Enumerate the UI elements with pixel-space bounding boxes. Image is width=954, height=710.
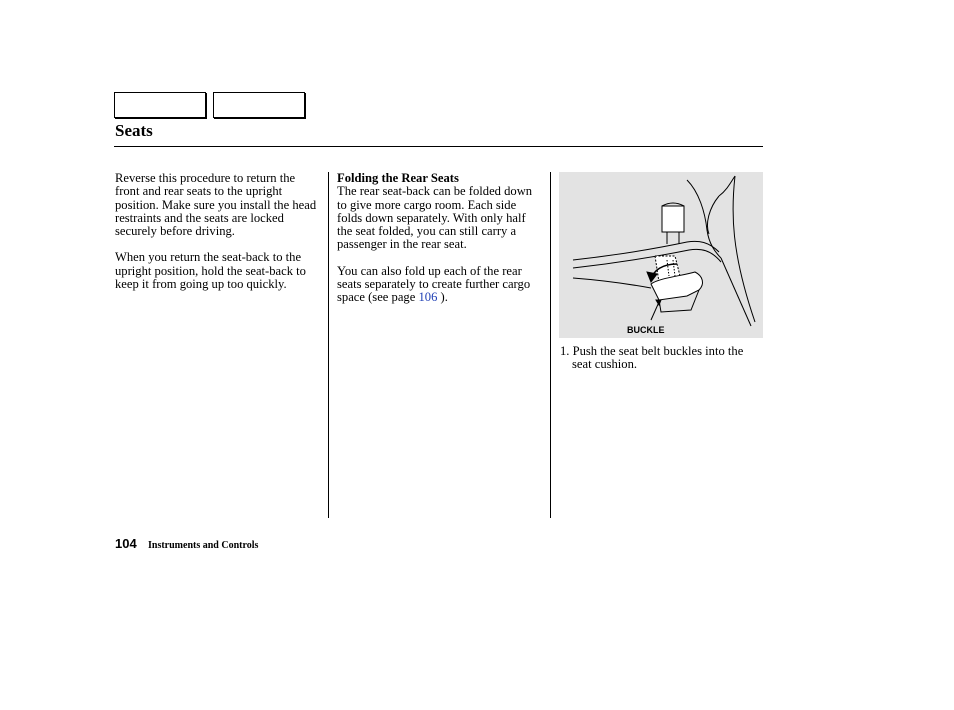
page-title: Seats bbox=[115, 121, 153, 140]
text-column-2 bbox=[337, 172, 544, 318]
folding-section bbox=[337, 172, 544, 252]
text-column-1 bbox=[115, 172, 320, 304]
column-divider-2 bbox=[550, 172, 551, 518]
title-divider bbox=[114, 146, 763, 147]
paragraph-seat-back-return: When you return the seat-back to the upright position, hold the seat-back to keep it from going up too quickly. bbox=[115, 250, 306, 292]
page-number: 104 bbox=[115, 536, 137, 551]
paragraph-fold-up bbox=[337, 265, 544, 305]
buckle-label: BUCKLE bbox=[627, 325, 665, 335]
fold-up-text: You can also fold up each of the rear seats separately to create further cargo space (see page bbox=[337, 263, 531, 305]
paragraph-reverse-procedure: Reverse this procedure to return the front and rear seats to the upright position. Make sure you install the head restraints and the seats are locked securely before driving. bbox=[115, 171, 317, 239]
page-reference-link[interactable]: 106 bbox=[418, 290, 438, 305]
paragraph-fold-down: The rear seat-back can be folded down to give more cargo room. Each side folds down separately. With only half the seat folded, you can still carry a passenger in the rear seat. bbox=[337, 184, 533, 252]
instruction-step-1: 1. Push the seat belt buckles into the seat cushion. bbox=[560, 344, 744, 372]
section-heading-folding: Folding the Rear Seats bbox=[337, 171, 459, 185]
nav-tab-1[interactable] bbox=[114, 92, 206, 118]
seat-buckle-drawing bbox=[559, 172, 763, 338]
fold-up-text-end: ). bbox=[437, 290, 448, 305]
buckle-illustration bbox=[559, 172, 763, 338]
footer-section-name: Instruments and Controls bbox=[148, 540, 259, 551]
column-divider-1 bbox=[328, 172, 329, 518]
nav-tab-2[interactable] bbox=[213, 92, 305, 118]
